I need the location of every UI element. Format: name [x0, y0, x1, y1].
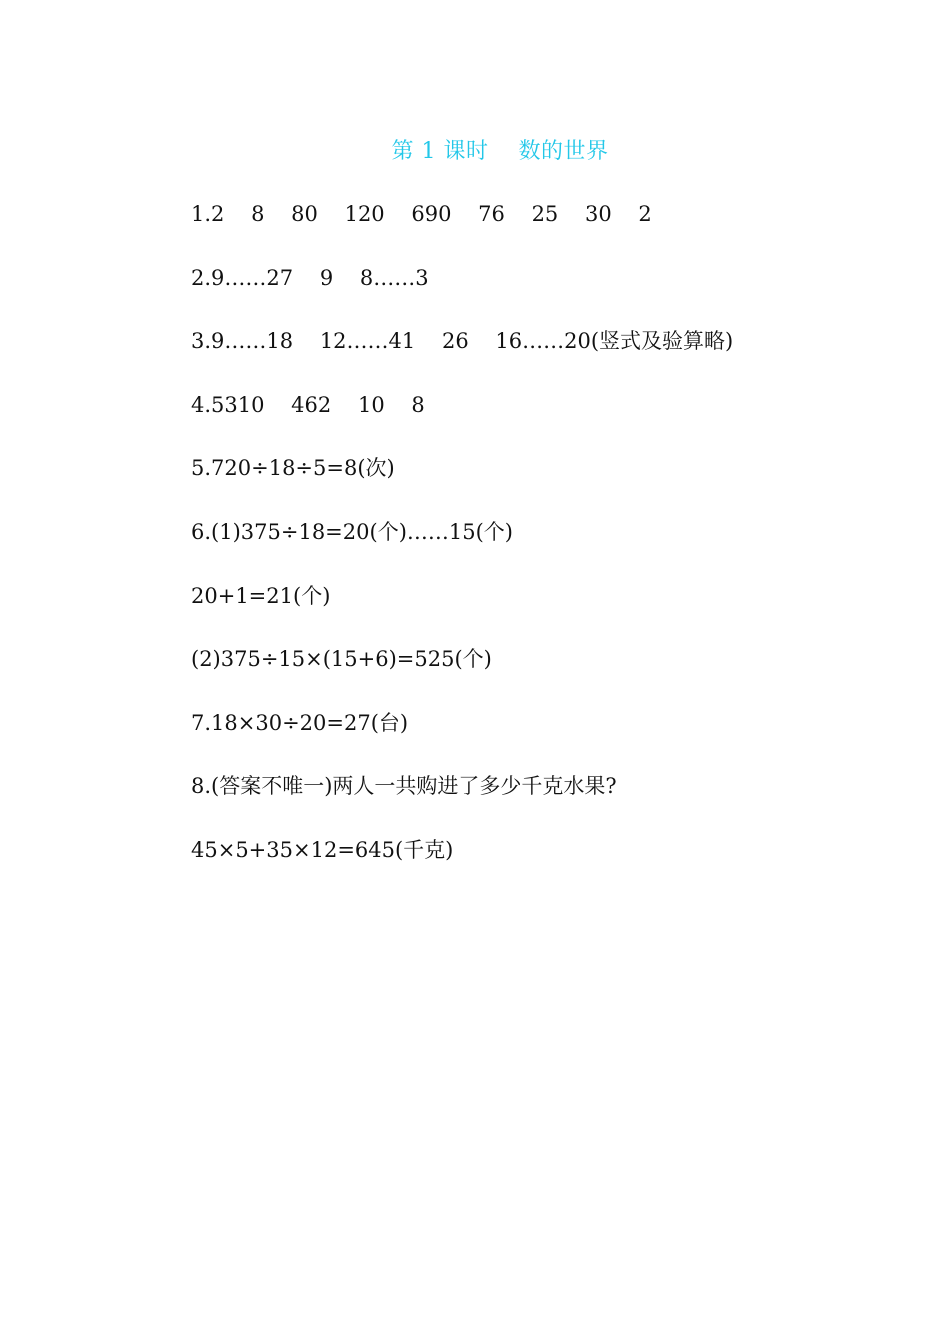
- answer-line: 8.(答案不唯一)两人一共购进了多少千克水果?: [191, 774, 617, 799]
- answer-line: 45×5+35×12=645(千克): [191, 837, 454, 862]
- answer-line: 4.5310 462 10 8: [191, 392, 425, 417]
- answer-line: 20+1=21(个): [191, 583, 331, 608]
- answer-line: 3.9……18 12……41 26 16……20(竖式及验算略): [191, 329, 734, 354]
- answer-line: 5.720÷18÷5=8(次): [191, 456, 395, 481]
- answer-line: 7.18×30÷20=27(台): [191, 710, 409, 735]
- answer-list: [191, 199, 733, 899]
- lesson-title: 第 1 课时 数的世界: [391, 139, 609, 164]
- answer-line: 6.(1)375÷18=20(个)……15(个): [191, 519, 513, 544]
- answer-line: 1.2 8 80 120 690 76 25 30 2: [191, 202, 652, 226]
- answer-line: (2)375÷15×(15+6)=525(个): [191, 647, 492, 672]
- answer-line: 2.9……27 9 8……3: [191, 265, 429, 290]
